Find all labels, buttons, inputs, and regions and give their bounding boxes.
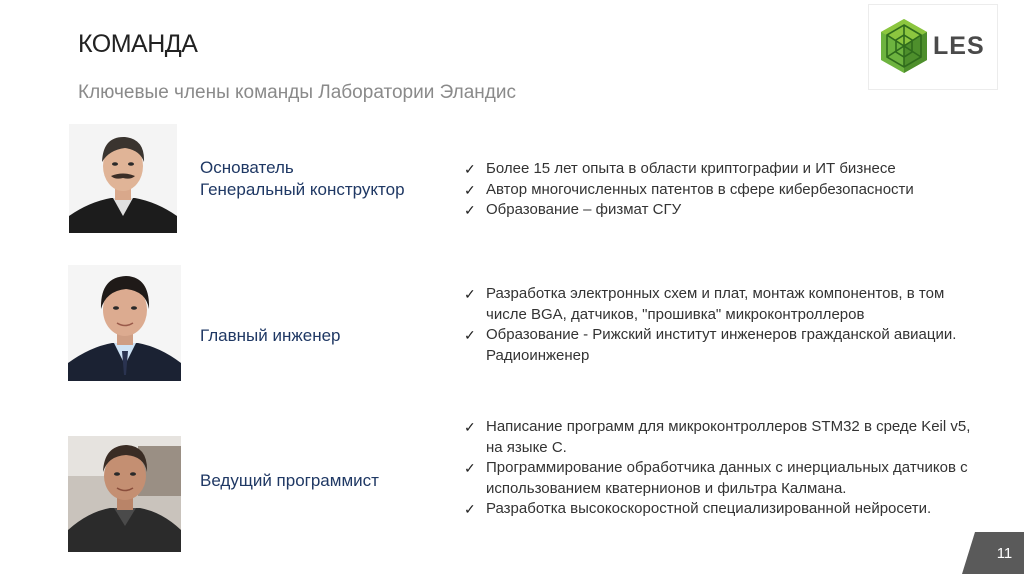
logo-text: LES [933,32,985,60]
check-icon: ✓ [464,327,476,343]
chief-engineer-bullets [462,284,972,366]
role-line-1: Ведущий программист [200,471,379,490]
page-number: 11 [975,532,1024,574]
list-item: ✓ Автор многочисленных патентов в сфере кибербезопасности [462,180,972,201]
cube-logo-icon [879,17,929,75]
check-icon: ✓ [464,419,476,435]
check-icon: ✓ [464,181,476,198]
role-line-2: Генеральный конструктор [200,180,405,199]
chief-engineer-photo [68,265,181,381]
founder-bullets [462,159,972,221]
list-item: ✓ Образование - Рижский институт инженеров гражданской авиации. Радиоинженер [464,326,957,364]
list-item: ✓ Написание программ для микроконтроллеров STM32 в среде Keil v5, на языке C. [464,418,971,456]
role-lead-programmer [200,470,379,492]
role-line-1: Основатель [200,158,294,177]
check-icon: ✓ [464,460,476,476]
lead-programmer-bullets [462,417,972,520]
page-subtitle: Ключевые члены команды Лаборатории Эландис [78,82,516,103]
role-chief-engineer [200,325,341,347]
page-number-fold [962,532,975,574]
list-item: ✓ Разработка высокоскоростной специализированной нейросети. [462,499,972,520]
list-item: ✓ Программирование обработчика данных с инерциальных датчиков с использованием кватернионов и фильтра Калмана. [464,459,968,497]
check-icon: ✓ [464,161,476,177]
check-icon: ✓ [464,286,476,302]
founder-photo [69,124,177,233]
list-item: ✓ Разработка электронных схем и плат, монтаж компонентов, в том числе BGA, датчиков, "прошивка" микроконтроллеров [464,285,945,323]
company-logo [868,4,998,90]
lead-programmer-photo [68,436,181,552]
list-item: ✓ Образование – физмат СГУ [462,200,972,221]
list-item: ✓ Более 15 лет опыта в области криптографии и ИТ бизнесе [462,159,972,180]
role-line-1: Главный инженер [200,326,341,345]
page-title: КОМАНДА [78,30,198,58]
role-founder [200,157,405,201]
check-icon: ✓ [464,202,476,218]
check-icon: ✓ [464,501,476,517]
